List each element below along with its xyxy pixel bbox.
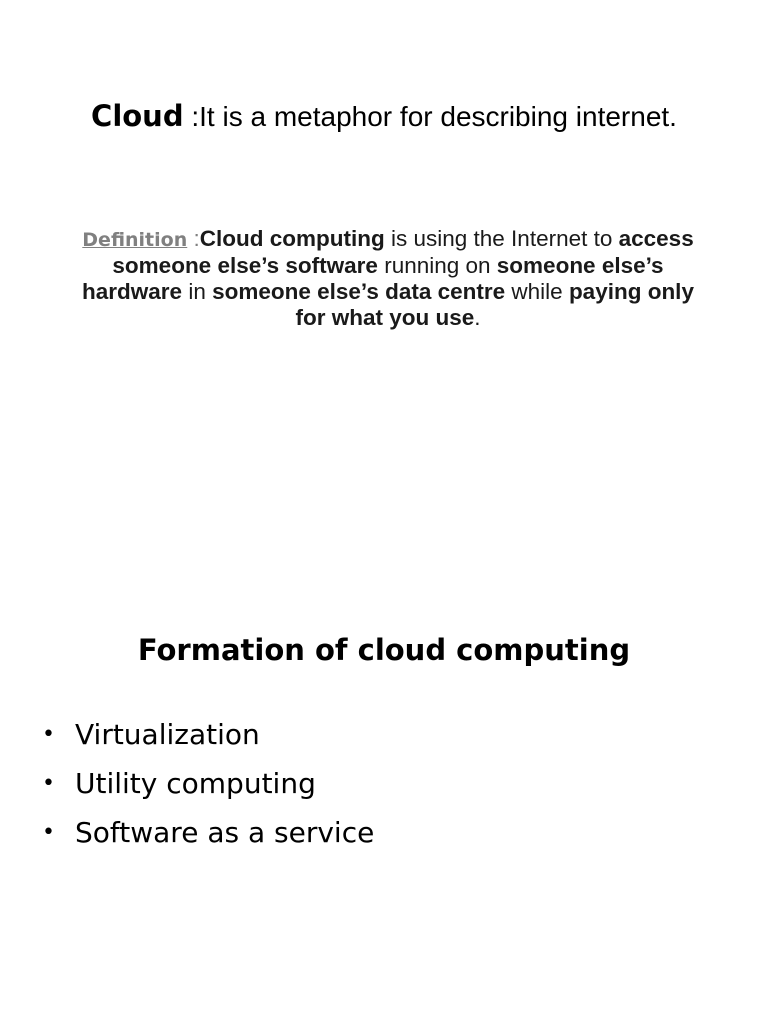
definition-part: paying only for what you use [295, 279, 694, 330]
slide-title: Formation of cloud computing [137, 633, 631, 667]
definition-part: . [474, 305, 481, 330]
list-item [42, 808, 374, 857]
definition-colon: : [187, 226, 200, 251]
definition-part: someone else’s data centre [212, 279, 506, 304]
definition-label: Definition [82, 229, 188, 251]
definition-part: access someone else’s software [112, 226, 694, 278]
list-item [42, 710, 374, 759]
cloud-metaphor-line [40, 94, 728, 139]
cloud-description: :It is a metaphor for describing internet. [183, 101, 677, 132]
cloud-term: Cloud [91, 99, 184, 133]
definition-part: is using the Internet to [384, 226, 619, 251]
bullet-list [42, 710, 374, 857]
definition-part: running on [377, 253, 497, 278]
bullet-icon: • [42, 820, 55, 845]
slide-formation [0, 512, 768, 1024]
list-item-label: Software as a service [75, 816, 375, 849]
definition-part: someone else’s hardware [82, 253, 664, 304]
bullet-icon: • [42, 722, 55, 747]
list-item-label: Utility computing [75, 767, 316, 800]
definition-part: while [505, 279, 569, 304]
definition-part: in [182, 279, 213, 304]
definition-part: Cloud computing [199, 226, 385, 251]
definition-paragraph [70, 226, 706, 331]
list-item-label: Virtualization [75, 718, 260, 751]
bullet-icon: • [42, 771, 55, 796]
list-item [42, 759, 374, 808]
